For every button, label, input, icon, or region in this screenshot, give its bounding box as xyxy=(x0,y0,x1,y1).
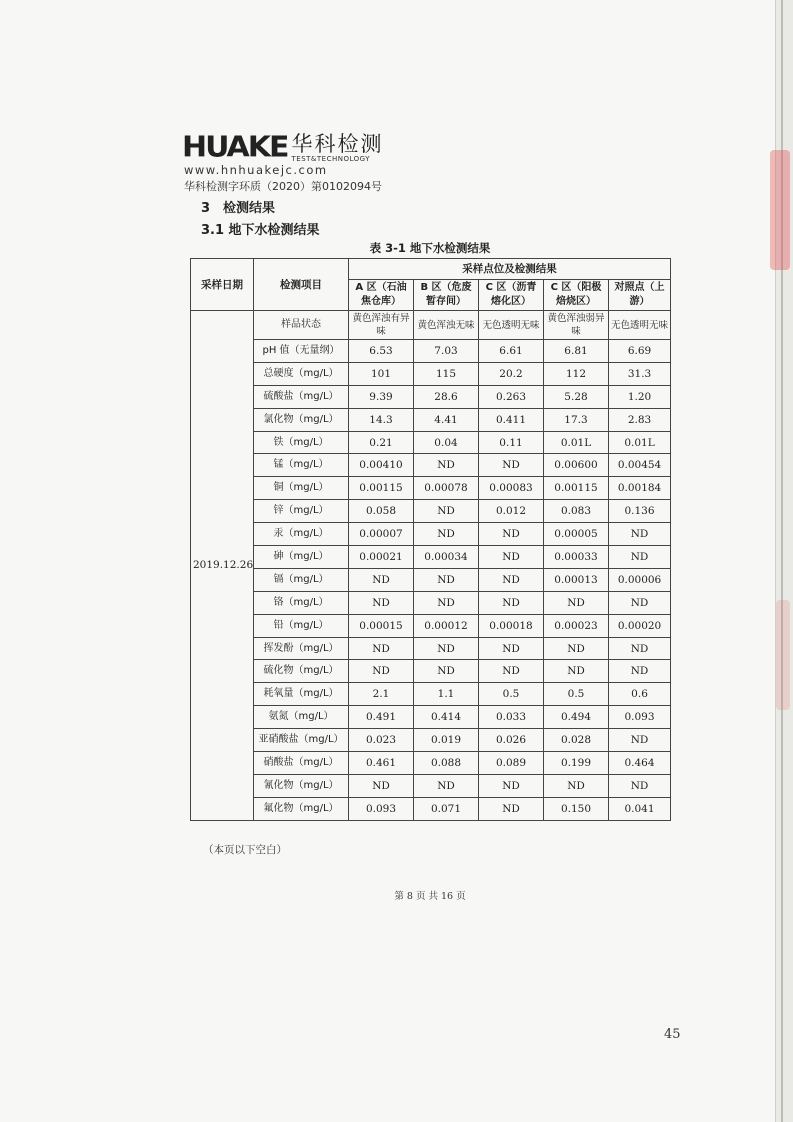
table-row xyxy=(191,454,671,477)
value-cell: 101 xyxy=(349,362,414,385)
item-label: 锌（mg/L） xyxy=(254,500,349,523)
value-cell: 0.01L xyxy=(609,431,671,454)
value-cell: 2.1 xyxy=(349,683,414,706)
item-label: 汞（mg/L） xyxy=(254,523,349,546)
value-cell: 1.1 xyxy=(414,683,479,706)
item-label: 硫酸盐（mg/L） xyxy=(254,385,349,408)
value-cell: 115 xyxy=(414,362,479,385)
value-cell: 0.00454 xyxy=(609,454,671,477)
table-row xyxy=(191,683,671,706)
value-cell: ND xyxy=(479,660,544,683)
value-cell: 0.00013 xyxy=(544,568,609,591)
value-cell: ND xyxy=(479,523,544,546)
table-row xyxy=(191,706,671,729)
item-label: 耗氧量（mg/L） xyxy=(254,683,349,706)
value-cell: 0.00018 xyxy=(479,614,544,637)
sample-state: 黄色浑浊无味 xyxy=(414,311,479,340)
table-row xyxy=(191,362,671,385)
value-cell: 0.00034 xyxy=(414,546,479,569)
value-cell: ND xyxy=(414,523,479,546)
value-cell: ND xyxy=(414,637,479,660)
value-cell: 2.83 xyxy=(609,408,671,431)
subsection-heading: 3.1 地下水检测结果 xyxy=(201,223,320,238)
logo-en: TEST&TECHNOLOGY xyxy=(291,155,370,163)
table-row xyxy=(191,546,671,569)
value-cell: ND xyxy=(479,774,544,797)
value-cell: 0.00115 xyxy=(349,477,414,500)
value-cell: 0.041 xyxy=(609,797,671,820)
col-header-item: 检测项目 xyxy=(254,259,349,311)
value-cell: 0.00410 xyxy=(349,454,414,477)
item-label: 铅（mg/L） xyxy=(254,614,349,637)
value-cell: ND xyxy=(479,591,544,614)
value-cell: 0.00023 xyxy=(544,614,609,637)
value-cell: ND xyxy=(414,591,479,614)
value-cell: 0.00007 xyxy=(349,523,414,546)
value-cell: 0.00078 xyxy=(414,477,479,500)
logo-mark: HUAKE xyxy=(182,130,288,165)
value-cell: 28.6 xyxy=(414,385,479,408)
value-cell: 0.058 xyxy=(349,500,414,523)
value-cell: ND xyxy=(544,774,609,797)
sample-state: 无色透明无味 xyxy=(479,311,544,340)
value-cell: 0.028 xyxy=(544,729,609,752)
value-cell: ND xyxy=(479,454,544,477)
value-cell: 0.00184 xyxy=(609,477,671,500)
value-cell: 6.53 xyxy=(349,340,414,363)
value-cell: 0.464 xyxy=(609,752,671,775)
seal-stamp-edge-faint xyxy=(776,600,790,710)
value-cell: ND xyxy=(349,637,414,660)
value-cell: ND xyxy=(414,500,479,523)
value-cell: 0.093 xyxy=(349,797,414,820)
report-number: 华科检测字环质（2020）第0102094号 xyxy=(184,180,382,193)
table-row xyxy=(191,660,671,683)
value-cell: 14.3 xyxy=(349,408,414,431)
sample-state: 无色透明无味 xyxy=(609,311,671,340)
item-label: 铬（mg/L） xyxy=(254,591,349,614)
value-cell: 0.5 xyxy=(544,683,609,706)
table-row xyxy=(191,311,671,340)
table-row xyxy=(191,500,671,523)
item-label: 镉（mg/L） xyxy=(254,568,349,591)
logo-cn: 华科检测 xyxy=(291,132,384,156)
value-cell: 0.00600 xyxy=(544,454,609,477)
value-cell: 0.00020 xyxy=(609,614,671,637)
table-row xyxy=(191,408,671,431)
table-row xyxy=(191,774,671,797)
item-label: 样品状态 xyxy=(254,311,349,340)
value-cell: 0.088 xyxy=(414,752,479,775)
value-cell: ND xyxy=(544,591,609,614)
value-cell: ND xyxy=(479,637,544,660)
item-label: 亚硝酸盐（mg/L） xyxy=(254,729,349,752)
value-cell: 0.21 xyxy=(349,431,414,454)
value-cell: 0.6 xyxy=(609,683,671,706)
col-header-date: 采样日期 xyxy=(191,259,254,311)
value-cell: 0.414 xyxy=(414,706,479,729)
col-header-site: B 区（危废暂存间） xyxy=(414,280,479,311)
value-cell: 6.61 xyxy=(479,340,544,363)
value-cell: 0.461 xyxy=(349,752,414,775)
item-label: 铁（mg/L） xyxy=(254,431,349,454)
value-cell: 0.263 xyxy=(479,385,544,408)
item-label: 硫化物（mg/L） xyxy=(254,660,349,683)
value-cell: ND xyxy=(609,774,671,797)
value-cell: 0.150 xyxy=(544,797,609,820)
value-cell: ND xyxy=(544,660,609,683)
value-cell: ND xyxy=(609,637,671,660)
value-cell: 0.089 xyxy=(479,752,544,775)
groundwater-results-table xyxy=(190,258,671,821)
sample-state: 黄色浑浊弱异味 xyxy=(544,311,609,340)
value-cell: 0.093 xyxy=(609,706,671,729)
value-cell: ND xyxy=(479,797,544,820)
table-row xyxy=(191,385,671,408)
value-cell: 7.03 xyxy=(414,340,479,363)
value-cell: 17.3 xyxy=(544,408,609,431)
table-title: 表 3-1 地下水检测结果 xyxy=(369,241,491,255)
value-cell: ND xyxy=(414,454,479,477)
seal-stamp-edge xyxy=(770,150,790,270)
item-label: pH 值（无量纲） xyxy=(254,340,349,363)
value-cell: 0.04 xyxy=(414,431,479,454)
table-row xyxy=(191,729,671,752)
blank-note: （本页以下空白） xyxy=(203,844,287,856)
value-cell: 0.00033 xyxy=(544,546,609,569)
value-cell: ND xyxy=(609,591,671,614)
item-label: 砷（mg/L） xyxy=(254,546,349,569)
value-cell: 0.071 xyxy=(414,797,479,820)
item-label: 锰（mg/L） xyxy=(254,454,349,477)
table-row xyxy=(191,523,671,546)
item-label: 氰化物（mg/L） xyxy=(254,774,349,797)
table-row xyxy=(191,591,671,614)
sample-state: 黄色浑浊有异味 xyxy=(349,311,414,340)
section-heading: 3 检测结果 xyxy=(201,201,276,216)
value-cell: 0.491 xyxy=(349,706,414,729)
item-label: 铜（mg/L） xyxy=(254,477,349,500)
value-cell: ND xyxy=(609,729,671,752)
value-cell: 31.3 xyxy=(609,362,671,385)
item-label: 总硬度（mg/L） xyxy=(254,362,349,385)
table-row xyxy=(191,637,671,660)
value-cell: ND xyxy=(609,523,671,546)
page-number: 第 8 页 共 16 页 xyxy=(394,891,466,902)
value-cell: ND xyxy=(479,568,544,591)
value-cell: 0.01L xyxy=(544,431,609,454)
value-cell: 0.136 xyxy=(609,500,671,523)
value-cell: ND xyxy=(414,568,479,591)
book-page-number: 45 xyxy=(664,1027,681,1042)
value-cell: ND xyxy=(609,546,671,569)
value-cell: 6.69 xyxy=(609,340,671,363)
value-cell: 20.2 xyxy=(479,362,544,385)
value-cell: ND xyxy=(414,660,479,683)
col-header-site: 对照点（上游） xyxy=(609,280,671,311)
value-cell: 0.026 xyxy=(479,729,544,752)
table-row xyxy=(191,431,671,454)
value-cell: 0.00015 xyxy=(349,614,414,637)
value-cell: 4.41 xyxy=(414,408,479,431)
col-header-group: 采样点位及检测结果 xyxy=(349,259,671,280)
value-cell: 9.39 xyxy=(349,385,414,408)
value-cell: ND xyxy=(544,637,609,660)
item-label: 氨氮（mg/L） xyxy=(254,706,349,729)
item-label: 氯化物（mg/L） xyxy=(254,408,349,431)
value-cell: ND xyxy=(349,774,414,797)
value-cell: 0.012 xyxy=(479,500,544,523)
value-cell: 0.00021 xyxy=(349,546,414,569)
value-cell: 112 xyxy=(544,362,609,385)
value-cell: 0.11 xyxy=(479,431,544,454)
value-cell: 0.083 xyxy=(544,500,609,523)
value-cell: 0.00012 xyxy=(414,614,479,637)
value-cell: 0.199 xyxy=(544,752,609,775)
value-cell: ND xyxy=(414,774,479,797)
value-cell: 0.00006 xyxy=(609,568,671,591)
value-cell: 6.81 xyxy=(544,340,609,363)
value-cell: 0.019 xyxy=(414,729,479,752)
table-row xyxy=(191,568,671,591)
company-logo xyxy=(182,130,384,165)
value-cell: 0.033 xyxy=(479,706,544,729)
value-cell: 0.00005 xyxy=(544,523,609,546)
website: www.hnhuakejc.com xyxy=(184,163,328,177)
value-cell: ND xyxy=(609,660,671,683)
table-row xyxy=(191,614,671,637)
table-row xyxy=(191,340,671,363)
item-label: 挥发酚（mg/L） xyxy=(254,637,349,660)
value-cell: ND xyxy=(479,546,544,569)
logo-text xyxy=(292,134,384,163)
value-cell: ND xyxy=(349,591,414,614)
table-row xyxy=(191,752,671,775)
value-cell: 0.023 xyxy=(349,729,414,752)
value-cell: 0.00083 xyxy=(479,477,544,500)
value-cell: ND xyxy=(349,568,414,591)
value-cell: 1.20 xyxy=(609,385,671,408)
value-cell: ND xyxy=(349,660,414,683)
sampling-date: 2019.12.26 xyxy=(191,311,254,821)
value-cell: 0.411 xyxy=(479,408,544,431)
item-label: 硝酸盐（mg/L） xyxy=(254,752,349,775)
value-cell: 0.00115 xyxy=(544,477,609,500)
table-row xyxy=(191,477,671,500)
value-cell: 0.5 xyxy=(479,683,544,706)
col-header-site: A 区（石油焦仓库） xyxy=(349,280,414,311)
item-label: 氟化物（mg/L） xyxy=(254,797,349,820)
col-header-site: C 区（阳极焙烧区） xyxy=(544,280,609,311)
value-cell: 0.494 xyxy=(544,706,609,729)
table-row xyxy=(191,797,671,820)
value-cell: 5.28 xyxy=(544,385,609,408)
col-header-site: C 区（沥青熔化区） xyxy=(479,280,544,311)
